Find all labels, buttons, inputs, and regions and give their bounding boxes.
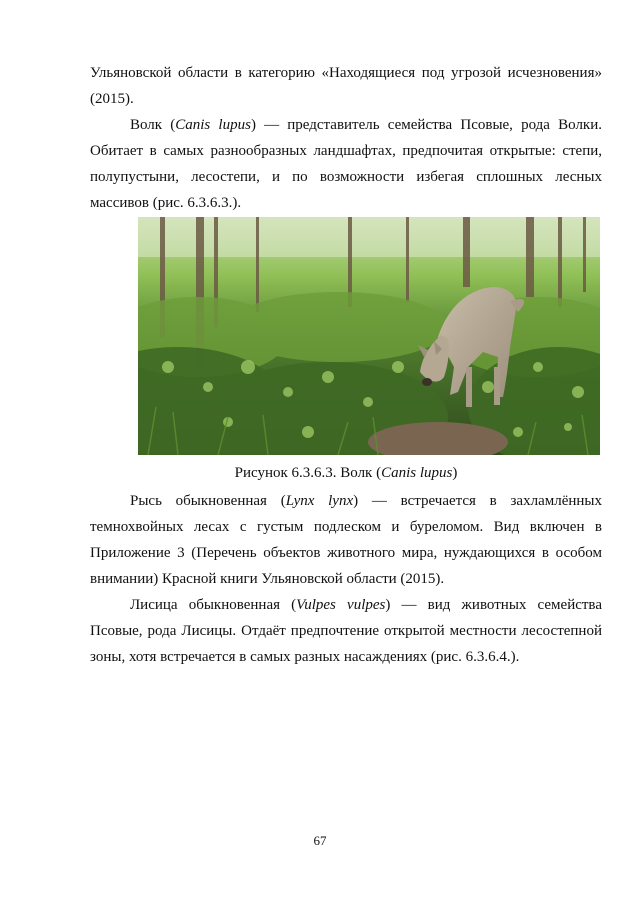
text-bottom [90,488,602,670]
paragraph-fox [90,592,602,670]
wolf-photo-illustration [138,217,600,455]
figure-caption-before: Рисунок 6.3.6.3. Волк ( [234,465,382,481]
paragraph-lynx-before: Рысь обыкновенная ( [130,493,286,509]
paragraph-lynx-after: ) — встречается в захламлённых темнохвойных лесах с густым подлеском и буреломом. Вид включен в Приложение 3 (Перечень объектов животного мира, нуждающихся в особом внимании) Красной книги Ульяновской области (2015). [90,493,602,587]
figure-caption [90,461,602,485]
paragraph-lynx [90,488,602,592]
paragraph-wolf [90,112,602,216]
paragraph-wolf-before: Волк ( [130,117,176,133]
paragraph-continuation [90,60,602,112]
figure-caption-latin: Canis lupus [381,465,453,481]
paragraph-lynx-latin: Lynx lynx [285,493,354,509]
paragraph-wolf-latin: Canis lupus [175,117,251,133]
page-number: 67 [313,833,327,848]
figure-caption-after: ) [452,465,458,481]
paragraph-fox-after: ) — вид животных семейства Псовые, рода Лисицы. Отдаёт предпочтение открытой местности лесостепной зоны, хотя встречается в самых разных насаждениях (рис. 6.3.6.4.). [90,597,602,665]
text-top [90,60,602,216]
paragraph-continuation-text: Ульяновской области в категорию «Находящиеся под угрозой исчезновения» (2015). [90,65,602,107]
paragraph-wolf-after: ) — представитель семейства Псовые, рода Волки. Обитает в самых разнообразных ландшафтах, предпочитая открытые: степи, полупустыни, лесостепи, и по возможности избегая сплошных лесных массивов (рис. 6.3.6.3.). [90,117,602,211]
paragraph-fox-latin: Vulpes vulpes [296,597,386,613]
wolf-photo [138,217,600,455]
paragraph-fox-before: Лисица обыкновенная ( [130,597,297,613]
